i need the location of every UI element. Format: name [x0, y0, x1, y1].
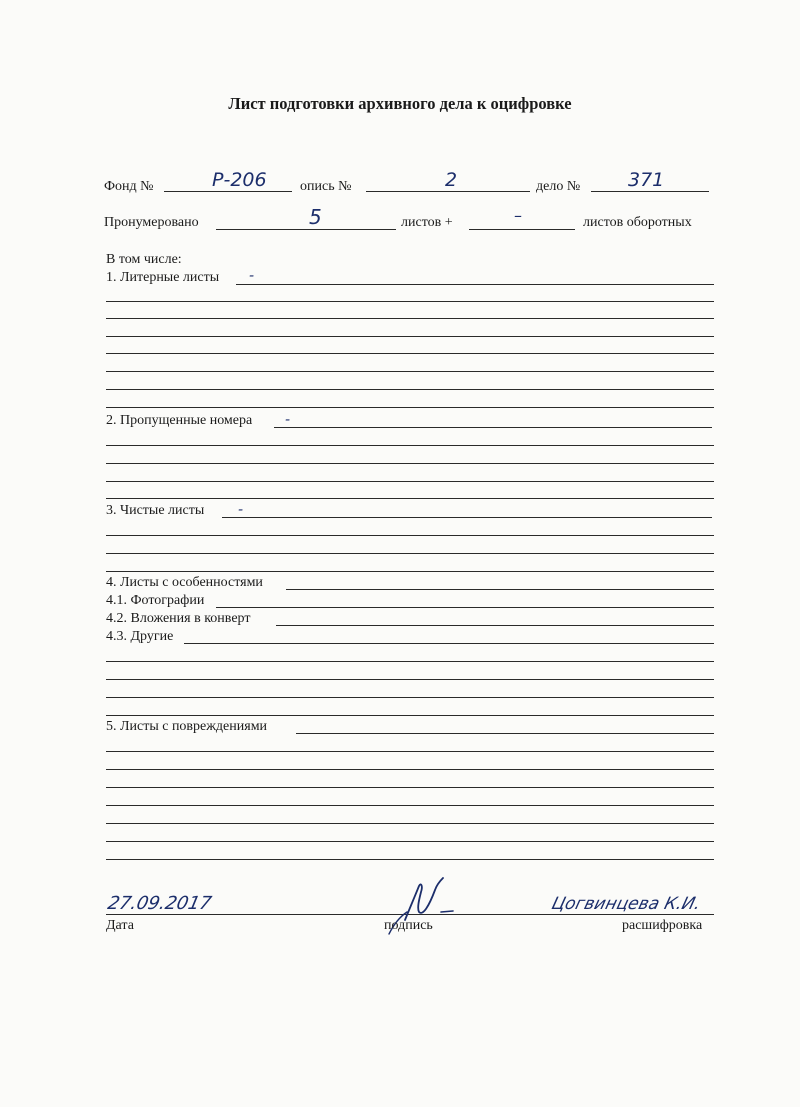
delo-field-line — [591, 191, 709, 192]
blank-line — [106, 445, 714, 446]
opis-label: опись № — [300, 179, 352, 194]
reverse-value: – — [514, 206, 522, 225]
other-line — [184, 643, 714, 644]
including-label: В том числе: — [106, 252, 182, 267]
blank-sheets-value: - — [238, 502, 244, 518]
decoding-label: расшифровка — [622, 918, 703, 933]
fond-label: Фонд № — [104, 179, 154, 194]
blank-line — [106, 498, 714, 499]
special-sheets-line — [286, 589, 714, 590]
blank-line — [106, 859, 714, 860]
envelope-line — [276, 625, 714, 626]
fond-field-line — [164, 191, 292, 192]
numbered-label: Пронумеровано — [104, 215, 199, 230]
opis-field-line — [366, 191, 530, 192]
missed-numbers-label: 2. Пропущенные номера — [106, 413, 253, 428]
date-value: 27.09.2017 — [105, 893, 214, 914]
letter-sheets-label: 1. Литерные листы — [106, 270, 220, 285]
blank-line — [106, 715, 714, 716]
blank-line — [106, 535, 714, 536]
blank-line — [106, 318, 714, 319]
damaged-sheets-label: 5. Листы с повреждениями — [106, 719, 268, 734]
fond-value: Р-206 — [212, 169, 267, 191]
blank-line — [106, 353, 714, 354]
delo-value: 371 — [628, 169, 665, 191]
date-label: Дата — [106, 918, 134, 933]
blank-line — [106, 805, 714, 806]
decoding-value: Цогвинцева К.И. — [549, 894, 703, 914]
photos-label: 4.1. Фотографии — [106, 593, 205, 608]
special-sheets-label: 4. Листы с особенностями — [106, 575, 263, 590]
sheets-plus-label: листов + — [401, 215, 453, 230]
blank-line — [106, 481, 714, 482]
opis-value: 2 — [445, 169, 458, 191]
photos-line — [216, 607, 714, 608]
blank-line — [106, 407, 714, 408]
letter-sheets-value: - — [249, 268, 255, 284]
blank-line — [106, 787, 714, 788]
blank-line — [106, 301, 714, 302]
missed-numbers-value: - — [285, 412, 291, 428]
blank-line — [106, 336, 714, 337]
missed-numbers-line — [274, 427, 712, 428]
blank-line — [106, 571, 714, 572]
delo-label: дело № — [536, 179, 581, 194]
blank-line — [106, 463, 714, 464]
blank-line — [106, 679, 714, 680]
blank-line — [106, 661, 714, 662]
letter-sheets-line — [236, 284, 714, 285]
numbered-value: 5 — [309, 205, 322, 229]
blank-line — [106, 823, 714, 824]
blank-line — [106, 769, 714, 770]
blank-line — [106, 751, 714, 752]
blank-line — [106, 389, 714, 390]
damaged-sheets-line — [296, 733, 714, 734]
signature-label: подпись — [384, 918, 433, 933]
blank-line — [106, 371, 714, 372]
blank-line — [106, 841, 714, 842]
page-title: Лист подготовки архивного дела к оцифровке — [228, 94, 572, 113]
blank-sheets-line — [222, 517, 712, 518]
reverse-label: листов оборотных — [583, 215, 692, 230]
other-label: 4.3. Другие — [106, 629, 174, 644]
blank-line — [106, 697, 714, 698]
envelope-label: 4.2. Вложения в конверт — [106, 611, 251, 626]
blank-sheets-label: 3. Чистые листы — [106, 503, 205, 518]
numbered-field-line — [216, 229, 396, 230]
reverse-field-line — [469, 229, 575, 230]
blank-line — [106, 553, 714, 554]
